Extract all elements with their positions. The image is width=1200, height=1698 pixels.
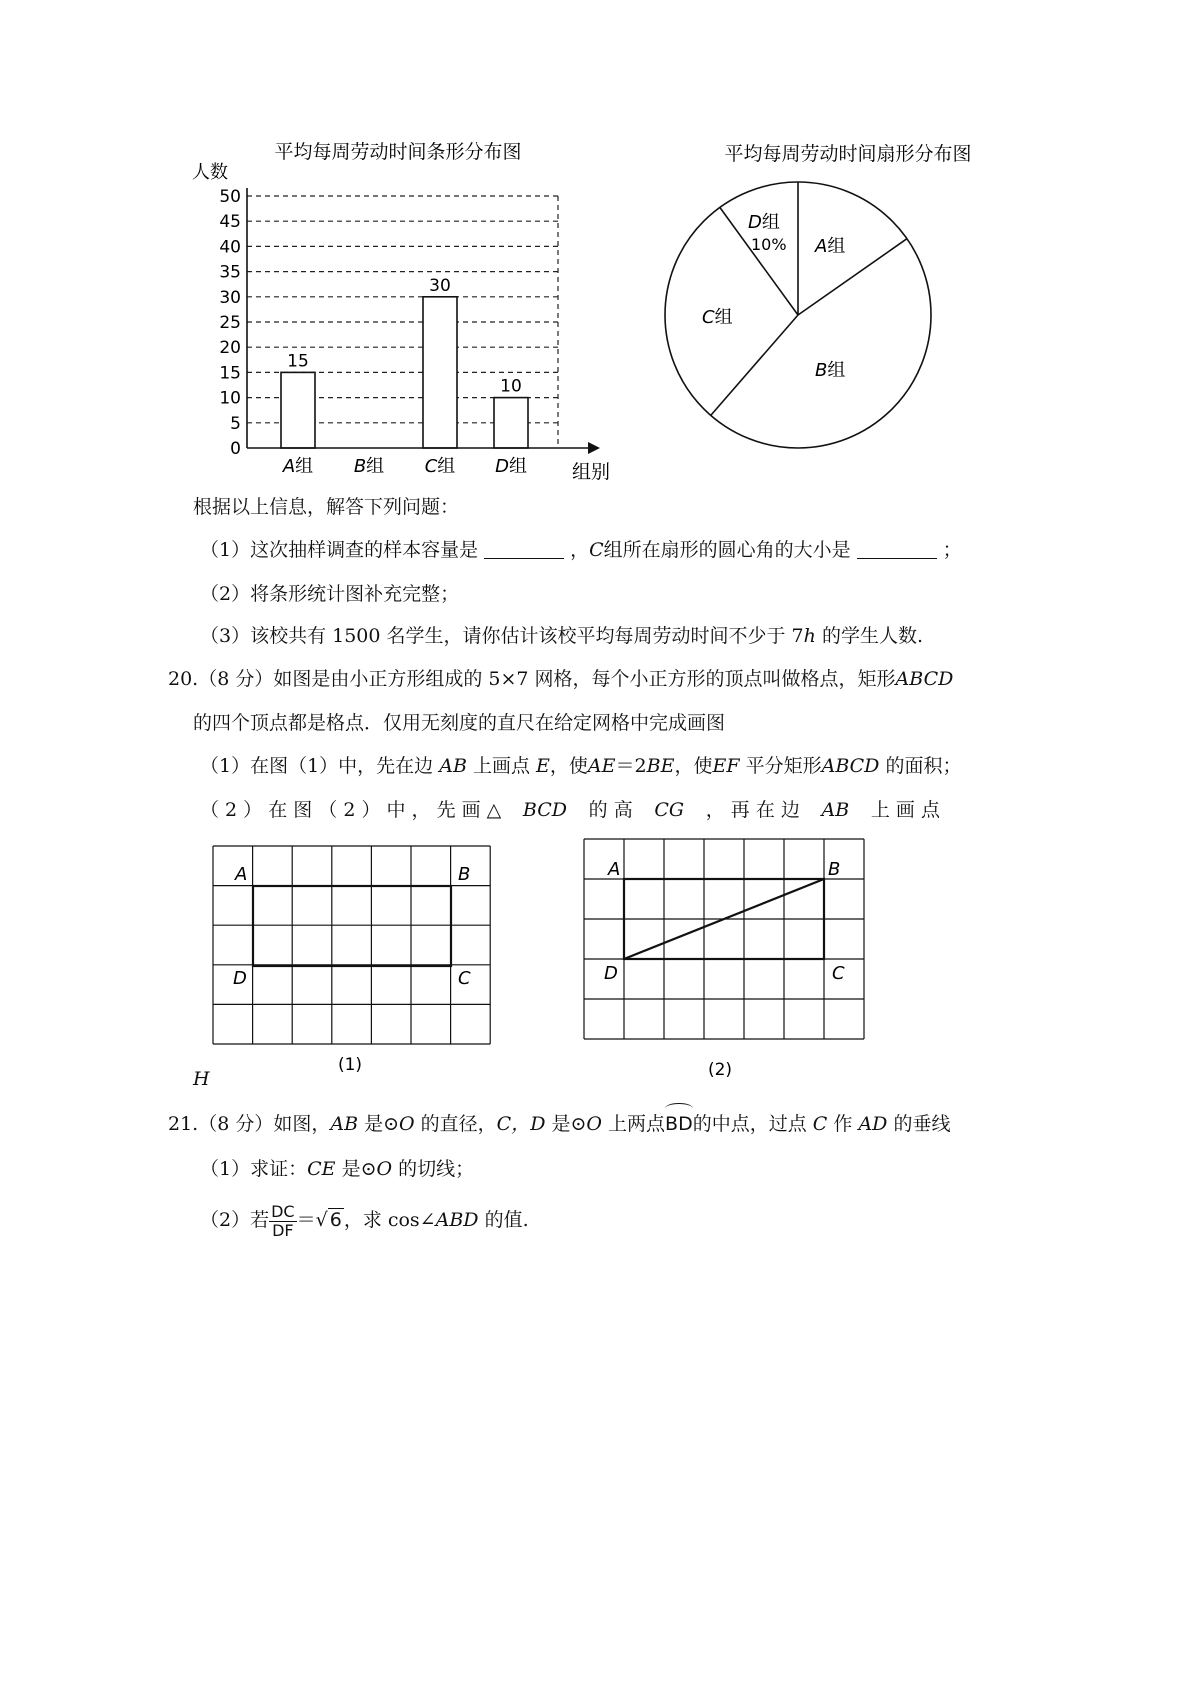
y-tick-label: 20 xyxy=(219,338,241,359)
y-tick-label: 15 xyxy=(219,363,241,384)
q19-part1-text-e: ； xyxy=(942,539,962,561)
stray-label-h: H xyxy=(193,1068,210,1090)
y-tick-label: 40 xyxy=(219,237,241,258)
x-tick-suffix: 组 xyxy=(437,456,456,477)
q20-p2-a: （ 2 ） 在 图 （ 2 ） 中 ， 先 画 △ xyxy=(200,799,502,821)
q21-p1-c: 的切线； xyxy=(398,1158,475,1180)
bar-chart-y-ticks xyxy=(219,187,241,459)
x-tick-label xyxy=(425,456,456,477)
x-tick-suffix: 组 xyxy=(508,456,527,477)
q21-l1-ad: AD xyxy=(858,1113,888,1135)
fig1-label-a: A xyxy=(235,864,248,885)
q21-l1-o2: O xyxy=(586,1113,602,1135)
pie-chart-title: 平均每周劳动时间扇形分布图 xyxy=(724,143,972,165)
fig1-caption: (1) xyxy=(337,1055,363,1075)
q20-p2-b: 的 高 xyxy=(588,799,633,821)
pie-label-d-percent: 10% xyxy=(751,235,787,254)
q21-p2-b: ，求 cos∠ xyxy=(343,1209,436,1231)
bar xyxy=(281,372,315,448)
y-tick-label: 10 xyxy=(219,388,241,409)
q21-l1-c2: C xyxy=(812,1113,828,1135)
bar xyxy=(494,398,528,448)
x-tick-label xyxy=(282,456,313,477)
x-tick-suffix: 组 xyxy=(295,456,314,477)
answer-blank-sample-size[interactable] xyxy=(484,540,564,559)
q21-p1-a: （1）求证： xyxy=(200,1158,308,1180)
q21-p2-c: 的值. xyxy=(484,1209,529,1231)
x-tick-letter: C xyxy=(424,456,438,477)
q20-part1 xyxy=(200,752,961,780)
q19-part1-text-b: ， xyxy=(570,539,590,561)
bar-chart-x-ticks xyxy=(282,456,527,477)
q20-p1-b: 上画点 xyxy=(472,755,530,777)
sqrt-icon: √ xyxy=(315,1209,328,1231)
q19-part3 xyxy=(200,622,923,650)
fig2-label-d: D xyxy=(604,963,618,984)
bar-chart-xlabel: 组别 xyxy=(572,461,611,483)
x-tick-letter: A xyxy=(282,456,296,477)
pie-label-c xyxy=(702,307,733,328)
y-tick-label: 35 xyxy=(219,262,241,283)
pie-label-d xyxy=(748,212,780,233)
q20-part2 xyxy=(200,796,940,824)
bar-chart-ylabel: 人数 xyxy=(192,162,228,183)
fig1-label-b: B xyxy=(458,864,471,885)
x-tick-label xyxy=(354,456,384,477)
grid-1-lines xyxy=(213,846,490,1044)
fraction-denominator: DF xyxy=(272,1220,294,1240)
q20-p1-g: 的面积； xyxy=(885,755,962,777)
q20-p1-c: ，使 xyxy=(549,755,588,777)
q21-p1-o: O xyxy=(376,1158,393,1180)
grid-2-lines xyxy=(584,839,864,1039)
q20-p1-ef: EF xyxy=(712,755,740,777)
bar-data-label: 10 xyxy=(500,376,522,397)
pie-label-suffix: 组 xyxy=(827,360,846,381)
y-tick-label: 50 xyxy=(219,187,241,207)
q21-p2-abd: ABD xyxy=(435,1209,479,1231)
q20-p1-abcd: ABCD xyxy=(821,755,880,777)
y-tick-label: 0 xyxy=(230,439,241,459)
q19-part1-text-d: 组所在扇形的圆心角的大小是 xyxy=(603,539,851,561)
pie-label-letter: A xyxy=(815,236,828,257)
x-tick-suffix: 组 xyxy=(366,456,385,477)
bar xyxy=(423,297,457,448)
grid-figure-1 xyxy=(205,838,505,1078)
pie-label-suffix: 组 xyxy=(714,307,733,328)
fig1-label-c: C xyxy=(458,968,471,989)
q21-p1-ce: CE xyxy=(307,1158,336,1180)
q21-l1-cd: C，D xyxy=(496,1113,546,1135)
y-tick-label: 25 xyxy=(219,313,241,333)
q20-p2-d: 上 画 点 xyxy=(870,799,940,821)
q21-l1-h: 的垂线 xyxy=(893,1113,951,1135)
q21-l1-a: 21.（8 分）如图， xyxy=(168,1113,331,1135)
q21-l1-ab: AB xyxy=(330,1113,359,1135)
q20-line2: 的四个顶点都是格点．仅用无刻度的直尺在给定网格中完成画图 xyxy=(193,712,726,734)
pie-label-suffix: 组 xyxy=(761,212,780,233)
q21-l1-f: 的中点，过点 xyxy=(692,1113,807,1135)
x-tick-label xyxy=(495,456,527,477)
pie-label-b xyxy=(815,360,845,381)
pie-radius-line xyxy=(711,315,798,415)
grid-figure-2 xyxy=(578,837,878,1082)
x-axis-arrow-icon xyxy=(588,442,600,454)
q20-p1-e: E xyxy=(536,755,550,777)
q20-p1-ab: AB xyxy=(439,755,467,777)
q20-p1-d: ＝2 xyxy=(615,755,647,777)
q20-p1-ae: AE xyxy=(587,755,616,777)
y-tick-label: 45 xyxy=(219,212,241,233)
bar-chart-title: 平均每周劳动时间条形分布图 xyxy=(274,141,522,163)
q21-l1-b: 是⊙ xyxy=(364,1113,400,1135)
q21-l1-g: 作 xyxy=(833,1113,853,1135)
bar-data-label: 15 xyxy=(287,351,309,372)
pie-label-letter: C xyxy=(702,307,715,328)
y-tick-label: 5 xyxy=(230,413,241,434)
pie-chart xyxy=(650,130,1040,460)
q21-l1-e: 上两点 xyxy=(608,1113,666,1135)
sqrt-six xyxy=(316,1208,344,1231)
q19-part1-text-a: （1）这次抽样调查的样本容量是 xyxy=(200,539,479,561)
fraction-numerator: DC xyxy=(271,1201,295,1221)
q21-p2-a: （2）若 xyxy=(200,1209,270,1231)
q21-part1 xyxy=(200,1155,474,1183)
fig2-label-b: B xyxy=(828,859,841,880)
q19-part3-text-a: （3）该校共有 1500 名学生，请你估计该校平均每周劳动时间不少于 7 xyxy=(200,625,804,647)
q19-part1 xyxy=(200,536,962,564)
q19-part3-text-c: 的学生人数. xyxy=(815,625,923,647)
pie-label-letter: D xyxy=(748,212,762,233)
bar-chart xyxy=(190,130,630,490)
rectangle-abcd-fig1 xyxy=(253,886,451,966)
x-tick-letter: B xyxy=(353,456,367,477)
q20-line1-text: 20.（8 分）如图是由小正方形组成的 5×7 网格，每个小正方形的顶点叫做格点，矩形 xyxy=(168,668,896,690)
q20-p1-e2: ，使 xyxy=(674,755,713,777)
q20-p1-a: （1）在图（1）中，先在边 xyxy=(200,755,434,777)
bar-data-label: 30 xyxy=(429,275,451,296)
fig1-label-d: D xyxy=(233,968,247,989)
arc-bd: BD xyxy=(665,1110,693,1138)
q19-part2: （2）将条形统计图补充完整； xyxy=(200,583,460,605)
x-tick-letter: D xyxy=(495,456,509,477)
q19-part1-var-c: C xyxy=(589,539,604,561)
pie-label-a xyxy=(814,236,845,257)
q19-part3-unit: h xyxy=(803,625,816,647)
fig2-label-a: A xyxy=(608,859,621,880)
q21-l1-o: O xyxy=(399,1113,415,1135)
q21-part2 xyxy=(200,1200,529,1240)
q20-p2-ab: AB xyxy=(821,799,850,821)
y-tick-label: 30 xyxy=(219,287,241,308)
q20-p2-bcd: BCD xyxy=(522,799,568,821)
q21-l1-d: 是⊙ xyxy=(551,1113,587,1135)
q20-p2-c: ， 再 在 边 xyxy=(705,799,800,821)
fraction-dc-over-df xyxy=(269,1203,297,1240)
q20-p1-f: 平分矩形 xyxy=(745,755,822,777)
q20-p1-be: BE xyxy=(646,755,675,777)
bar-chart-bars xyxy=(281,276,528,448)
pie-slice-boundaries xyxy=(711,182,907,415)
sqrt-radicand: 6 xyxy=(329,1209,342,1231)
fig2-caption: (2) xyxy=(707,1060,733,1080)
q21-p1-b: 是⊙ xyxy=(341,1158,377,1180)
answer-blank-central-angle[interactable] xyxy=(857,540,937,559)
fig2-label-c: C xyxy=(832,963,845,984)
pie-label-letter: B xyxy=(815,360,828,381)
q20-line1-var: ABCD xyxy=(895,668,954,690)
q21-l1-c: 的直径， xyxy=(420,1113,497,1135)
q19-intro: 根据以上信息，解答下列问题： xyxy=(193,496,460,518)
q20-line1 xyxy=(168,665,953,693)
q21-line1 xyxy=(168,1110,950,1138)
q20-p2-cg: CG xyxy=(654,799,685,821)
q21-p2-eq: ＝ xyxy=(296,1209,316,1231)
pie-label-suffix: 组 xyxy=(827,236,846,257)
